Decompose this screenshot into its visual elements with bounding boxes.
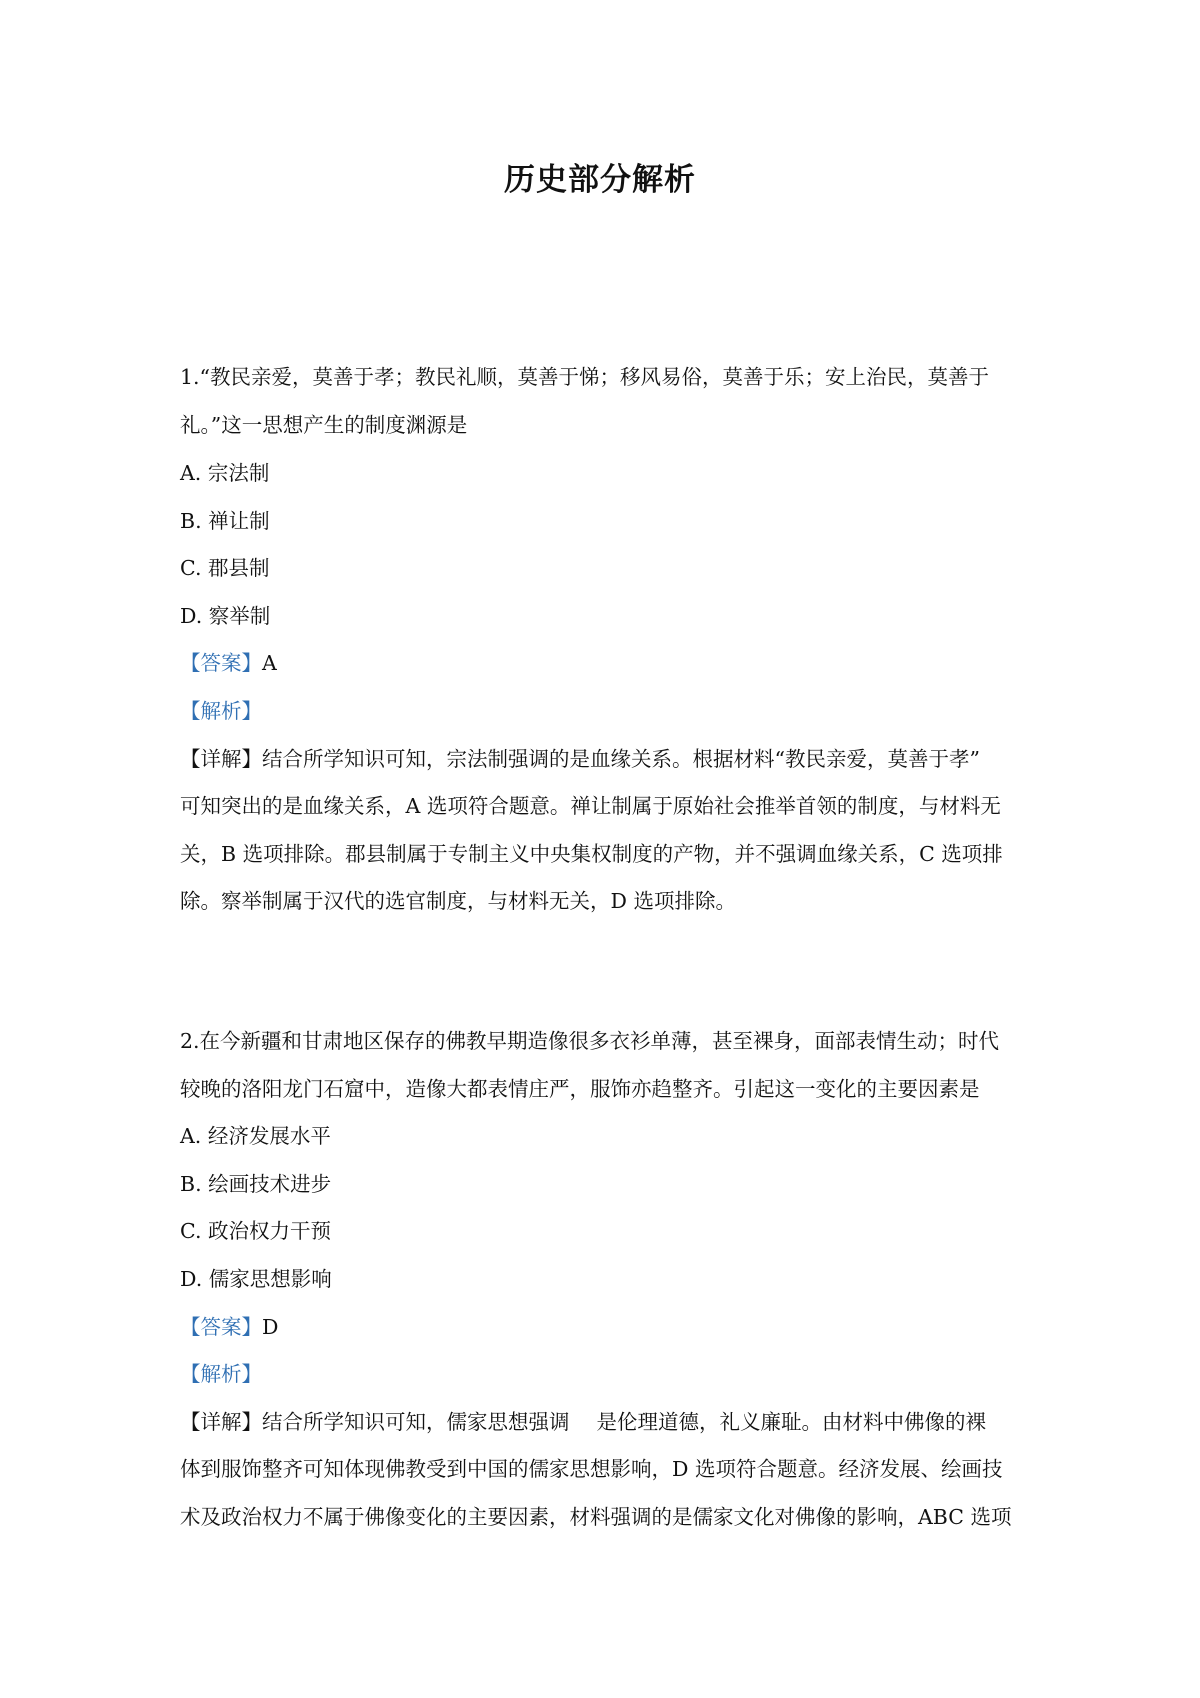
question-2-option-d: D. 儒家思想影响 [180,1267,332,1291]
answer-tag: 【答案】 [180,651,262,675]
question-1-analysis-tag: 【解析】 [180,699,262,723]
question-2-answer [180,1312,1020,1342]
question-2-stem-line-1: 2.在今新疆和甘肃地区保存的佛教早期造像很多衣衫单薄，甚至裸身，面部表情生动；时代 [180,1029,1000,1053]
question-1-detail-line-3: 关，B 选项排除。郡县制属于专制主义中央集权制度的产物，并不强调血缘关系，C 选项排 [180,842,1003,866]
question-2-detail-line-2: 体到服饰整齐可知体现佛教受到中国的儒家思想影响，D 选项符合题意。经济发展、绘画技 [180,1457,1003,1481]
question-1-option-d: D. 察举制 [180,604,271,628]
question-1-option-c: C. 郡县制 [180,556,270,580]
question-2-option-c: C. 政治权力干预 [180,1219,331,1243]
answer-value: A [262,651,277,675]
answer-tag: 【答案】 [180,1315,262,1339]
question-1-detail-line-2: 可知突出的是血缘关系，A 选项符合题意。禅让制属于原始社会推举首领的制度，与材料无 [180,794,1001,818]
question-1-stem-line-2: 礼。”这一思想产生的制度渊源是 [180,413,468,437]
page-title: 历史部分解析 [504,162,696,198]
question-1-option-a: A. 宗法制 [180,461,270,485]
answer-value: D [262,1315,279,1339]
question-2-stem-line-2: 较晚的洛阳龙门石窟中，造像大都表情庄严，服饰亦趋整齐。引起这一变化的主要因素是 [180,1077,980,1101]
question-2-option-a: A. 经济发展水平 [180,1124,331,1148]
question-2-detail-line-3: 术及政治权力不属于佛像变化的主要因素，材料强调的是儒家文化对佛像的影响，ABC 选项 [180,1505,1012,1529]
question-1-stem-line-1: 1.“教民亲爱，莫善于孝；教民礼顺，莫善于悌；移风易俗，莫善于乐；安上治民，莫善于 [180,365,990,389]
question-1-detail-line-1: 【详解】结合所学知识可知，宗法制强调的是血缘关系。根据材料“教民亲爱，莫善于孝” [180,747,980,771]
question-2-option-b: B. 绘画技术进步 [180,1172,332,1196]
question-2-analysis-tag: 【解析】 [180,1362,262,1386]
question-1-option-b: B. 禅让制 [180,509,270,533]
question-1-detail-line-4: 除。察举制属于汉代的选官制度，与材料无关，D 选项排除。 [180,889,736,913]
question-1-answer [180,648,1020,678]
question-2-detail-line-1: 【详解】结合所学知识可知，儒家思想强调 是伦理道德，礼义廉耻。由材料中佛像的裸 [180,1410,987,1434]
